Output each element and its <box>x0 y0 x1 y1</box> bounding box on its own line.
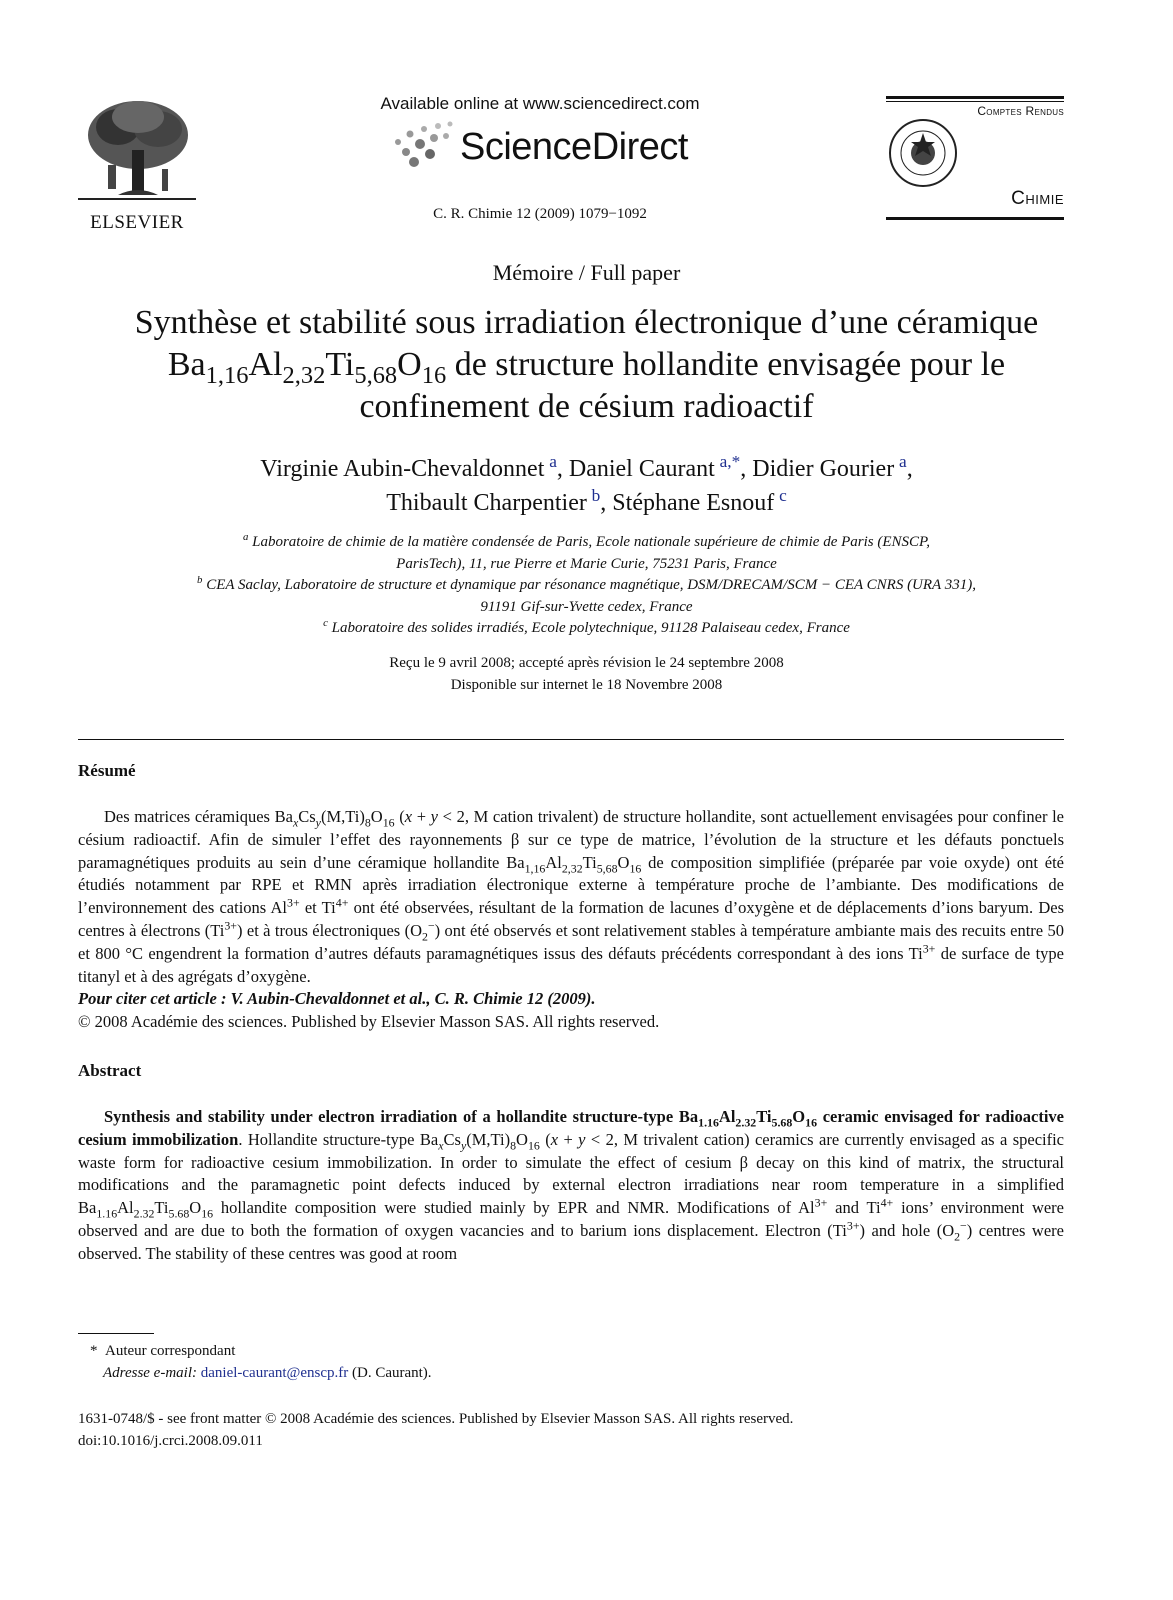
journal-citation: C. R. Chimie 12 (2009) 1079−1092 <box>433 206 647 222</box>
affiliation-link[interactable]: a <box>899 452 907 471</box>
affiliation-a: $^a$ Laboratoire de chimie de la matière condensée de Paris, Ecole nationale supérieure de chimie de Paris (ENSCP, ParisTech), 11, rue Pierre et Marie Curie, 75231 Paris, France <box>242 531 931 572</box>
elsevier-wordmark: ELSEVIER <box>90 212 184 233</box>
article-dates <box>0 652 1173 696</box>
comptes-rendus-logo <box>886 96 1064 220</box>
elsevier-tree-icon <box>78 95 196 203</box>
resume-copyright: © 2008 Académie des sciences. Published by Elsevier Masson SAS. All rights reserved. <box>78 1012 660 1032</box>
affiliation-link[interactable]: b <box>591 486 601 505</box>
abstract-heading: Abstract <box>78 1061 142 1080</box>
cite-as-text: Pour citer cet article : V. Aubin-Chevaldonnet et al., C. R. Chimie 12 (2009). <box>78 989 596 1009</box>
available-online-text: Available online at www.sciencedirect.com <box>380 94 700 113</box>
affiliation-c: $^c$ Laboratoire des solides irradiés, Ecole polytechnique, 91128 Palaiseau cedex, France <box>323 617 850 636</box>
journal-logo-bottom-text: Chimie <box>1011 188 1064 209</box>
title-line-2: $Ba_{1,16}Al_{2,32}Ti_{5,68}O_{16}$ de structure hollandite envisagée pour le <box>167 346 1006 389</box>
sciencedirect-dots-icon <box>390 120 460 172</box>
footnote-rule <box>78 1333 154 1334</box>
corresponding-author-note: Auteur correspondant <box>105 1343 236 1359</box>
author-name[interactable]: Stéphane Esnouf <box>612 490 775 516</box>
journal-logo-top-text: Comptes Rendus <box>977 104 1064 118</box>
sciencedirect-wordmark: ScienceDirect <box>460 126 688 168</box>
author-list: Virginie Aubin-Chevaldonnet $^a$, Daniel Caurant $^{a,*}$, Didier Gourier $^a$, Thibault Charpentier $^b$, Stéphane Esnouf $^c$ <box>260 452 913 516</box>
author-name[interactable]: Thibault Charpentier <box>386 490 587 516</box>
abstract-body: Synthesis and stability under electron irradiation of a hollandite structure-type $Ba_{1.16}Al_{2.32}Ti_{5.68}O_{16}$ ceramic envisaged for radioactive cesium immobilization. Hollandite structure-type $Ba_xCs_y(M,Ti)_8O_{16}$ (x + y < 2, M trivalent cation) ceramics are currently envisaged as a specific waste form for radioactive cesium immobilization. In order to simulate the effect of cesium β decay on this kind of matrix, the structural modifications and the paramagnetic point defects induced by external electron irradiations near room temperature in a simplified $Ba_{1.16}Al_{2.32}Ti_{5.68}O_{16}$ hollandite composition were studied mainly by EPR and NMR. Modifications of $Al^{3+}$ and $Ti^{4+}$ ions’ environment were observed and are due to both the formation of oxygen vacancies and to barium ions displacement. Electron $(Ti^{3+})$ and hole $(O_2^-)$ centres were observed. The stability of these centres was good at room <box>78 1107 1065 1263</box>
page-footer <box>78 1408 793 1452</box>
author-name[interactable]: Virginie Aubin-Chevaldonnet <box>260 456 545 482</box>
resume-body: Des matrices céramiques $Ba_xCs_y(M,Ti)_8O_{16}$ (x + y < 2, M cation trivalent) de structure hollandite, sont actuellement envisagées pour confiner le césium radioactif. Afin de simuler l’effet des rayonnements β sur ce type de matrice, l’évolution de la structure et les défauts ponctuels paramagnétiques produits au sein d’une céramique hollandite $Ba_{1,16}Al_{2,32}Ti_{5,68}O_{16}$ de composition simplifiée (préparée par voie oxyde) ont été étudiés notamment par RPE et RMN après irradiation électronique externe à température proche de l’ambiante. Des modifications de l’environnement des cations $Al^{3+}$ et $Ti^{4+}$ ont été observées, résultant de la formation de lacunes d’oxygène et de déplacements d’ions baryum. Des centres à électrons $(Ti^{3+})$ et à trous électroniques $(O_2^-)$ ont été observés et sont relativement stables à température ambiante mais des recuits entre 50 et 800 °C engendrent la formation d’autres défauts paramagnétiques issus des défauts précédents correspondant à des ions $Ti^{3+}$ de surface de type titanyl et à des agrégats d’oxygène. Pour citer cet article : V. Aubin-Chevaldonnet et al., C. R. Chimie 12 (2009). © 2008 Académie des sciences. Published by Elsevier Masson SAS. All rights reserved. <box>78 806 1064 1034</box>
email-label: Adresse e-mail: <box>103 1365 197 1381</box>
footnote: * Auteur correspondant Adresse e-mail: daniel-caurant@enscp.fr (D. Caurant). <box>90 1343 432 1381</box>
resume-heading: Résumé <box>78 761 136 780</box>
affiliations <box>60 532 1113 640</box>
header-divider <box>78 739 1064 740</box>
footnote-star: * <box>90 1343 98 1359</box>
received-date: Reçu le 9 avril 2008; accepté après révision le 24 septembre 2008 <box>389 655 784 671</box>
email-link[interactable]: daniel-caurant@enscp.fr <box>200 1365 349 1381</box>
author-name[interactable]: Didier Gourier <box>752 456 895 482</box>
affiliation-link[interactable]: a,* <box>719 452 741 471</box>
online-date: Disponible sur internet le 18 Novembre 2008 <box>450 677 723 693</box>
affiliation-link[interactable]: c <box>779 486 787 505</box>
sciencedirect-logo[interactable] <box>390 120 690 172</box>
article-type: Mémoire / Full paper <box>492 260 681 285</box>
issn-line: 1631-0748/$ - see front matter © 2008 Académie des sciences. Published by Elsevier Masson SAS. All rights reserved. <box>78 1411 794 1427</box>
title-formula: $Ba_{1,16}Al_{2,32}Ti_{5,68}O_{16}$ <box>167 346 447 389</box>
academie-seal-icon <box>888 118 958 188</box>
affiliation-link[interactable]: a <box>549 452 557 471</box>
elsevier-logo <box>78 95 196 233</box>
affiliation-b: $^b$ CEA Saclay, Laboratoire de structure et dynamique par résonance magnétique, DSM/DRECAM/SCM − CEA CNRS (URA 331), 91191 Gif-sur-Yvette cedex, France <box>197 574 976 615</box>
author-name[interactable]: Daniel Caurant <box>568 456 715 482</box>
doi-line[interactable]: doi:10.1016/j.crci.2008.09.011 <box>78 1433 263 1449</box>
title-line-3: confinement de césium radioactif <box>359 388 814 425</box>
article-title <box>40 302 1133 428</box>
title-line-1: Synthèse et stabilité sous irradiation électronique d’une céramique <box>134 304 1039 341</box>
